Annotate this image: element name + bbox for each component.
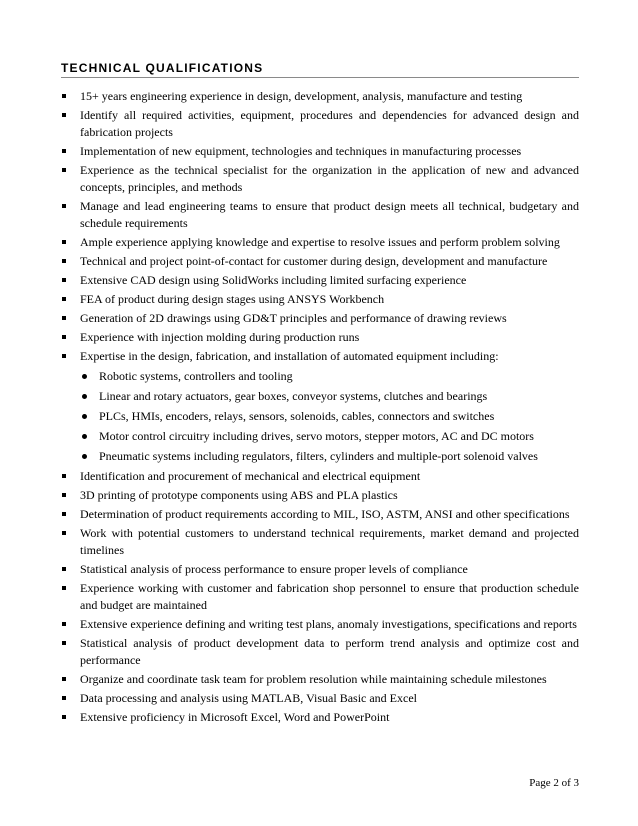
square-bullet-icon xyxy=(62,278,66,282)
list-item xyxy=(61,561,579,578)
sub-list-item xyxy=(80,428,579,445)
round-bullet-icon xyxy=(82,394,87,399)
list-item xyxy=(61,580,579,614)
page-number: Page 2 of 3 xyxy=(529,777,579,789)
list-item-text: Extensive experience defining and writing test plans, anomaly investigations, specifications and reports xyxy=(80,617,577,631)
list-item-text: Experience as the technical specialist for the organization in the application of new and advanced concepts, principles, and methods xyxy=(80,163,579,194)
list-item-text: Work with potential customers to understand technical requirements, market demand and projected timelines xyxy=(80,526,579,557)
list-item xyxy=(61,291,579,308)
sub-list-item-text: Pneumatic systems including regulators, filters, cylinders and multiple-port solenoid valves xyxy=(99,449,538,463)
list-item-text: Statistical analysis of process performance to ensure proper levels of compliance xyxy=(80,562,468,576)
list-item-text: FEA of product during design stages using ANSYS Workbench xyxy=(80,292,385,306)
list-item-text: Experience with injection molding during production runs xyxy=(80,330,360,344)
list-item xyxy=(61,525,579,559)
square-bullet-icon xyxy=(62,94,66,98)
list-item-text: 3D printing of prototype components using ABS and PLA plastics xyxy=(80,488,398,502)
square-bullet-icon xyxy=(62,168,66,172)
sub-list-item xyxy=(80,368,579,385)
sub-list-item xyxy=(80,448,579,465)
list-item xyxy=(61,162,579,196)
list-item-text: Implementation of new equipment, technologies and techniques in manufacturing processes xyxy=(80,144,522,158)
square-bullet-icon xyxy=(62,149,66,153)
list-item xyxy=(61,616,579,633)
list-item-text: Experience working with customer and fabrication shop personnel to ensure that production schedule and budget are maintained xyxy=(80,581,579,612)
sub-list-item xyxy=(80,388,579,405)
list-item xyxy=(61,329,579,346)
square-bullet-icon xyxy=(62,493,66,497)
list-item xyxy=(61,487,579,504)
list-item xyxy=(61,253,579,270)
round-bullet-icon xyxy=(82,374,87,379)
list-item-text: Expertise in the design, fabrication, and installation of automated equipment including: xyxy=(80,349,499,363)
square-bullet-icon xyxy=(62,677,66,681)
list-item xyxy=(61,143,579,160)
square-bullet-icon xyxy=(62,354,66,358)
round-bullet-icon xyxy=(82,454,87,459)
square-bullet-icon xyxy=(62,335,66,339)
square-bullet-icon xyxy=(62,696,66,700)
list-item xyxy=(61,234,579,251)
list-item xyxy=(61,88,579,105)
square-bullet-icon xyxy=(62,586,66,590)
square-bullet-icon xyxy=(62,240,66,244)
square-bullet-icon xyxy=(62,622,66,626)
square-bullet-icon xyxy=(62,297,66,301)
section-title: TECHNICAL QUALIFICATIONS xyxy=(61,61,264,75)
sub-list xyxy=(80,368,579,465)
list-item-text: Manage and lead engineering teams to ensure that product design meets all technical, budgetary and schedule requirements xyxy=(80,199,579,230)
list-item-text: 15+ years engineering experience in design, development, analysis, manufacture and testing xyxy=(80,89,523,103)
square-bullet-icon xyxy=(62,474,66,478)
square-bullet-icon xyxy=(62,531,66,535)
list-item xyxy=(61,107,579,141)
square-bullet-icon xyxy=(62,316,66,320)
square-bullet-icon xyxy=(62,641,66,645)
sub-list-item-text: Linear and rotary actuators, gear boxes, conveyor systems, clutches and bearings xyxy=(99,389,488,403)
list-item xyxy=(61,468,579,485)
list-item-text: Data processing and analysis using MATLAB, Visual Basic and Excel xyxy=(80,691,417,705)
sub-list-item-text: Robotic systems, controllers and tooling xyxy=(99,369,293,383)
list-item xyxy=(61,272,579,289)
list-item xyxy=(61,709,579,726)
square-bullet-icon xyxy=(62,715,66,719)
list-item-text: Determination of product requirements according to MIL, ISO, ASTM, ANSI and other specifications xyxy=(80,507,570,521)
list-item-text: Identification and procurement of mechanical and electrical equipment xyxy=(80,469,421,483)
list-item xyxy=(61,635,579,669)
square-bullet-icon xyxy=(62,512,66,516)
round-bullet-icon xyxy=(82,434,87,439)
list-item-text: Identify all required activities, equipment, procedures and dependencies for advanced design and fabrication projects xyxy=(80,108,579,139)
sub-list-item xyxy=(80,408,579,425)
list-item xyxy=(61,671,579,688)
list-item-text: Ample experience applying knowledge and expertise to resolve issues and perform problem solving xyxy=(80,235,560,249)
list-item xyxy=(61,690,579,707)
list-item-text: Extensive proficiency in Microsoft Excel, Word and PowerPoint xyxy=(80,710,390,724)
square-bullet-icon xyxy=(62,113,66,117)
list-item-text: Technical and project point-of-contact for customer during design, development and manufacture xyxy=(80,254,548,268)
list-item-text: Extensive CAD design using SolidWorks including limited surfacing experience xyxy=(80,273,467,287)
section-divider xyxy=(61,77,579,78)
list-item xyxy=(61,198,579,232)
qualifications-list xyxy=(61,88,579,728)
square-bullet-icon xyxy=(62,259,66,263)
square-bullet-icon xyxy=(62,204,66,208)
list-item xyxy=(61,506,579,523)
round-bullet-icon xyxy=(82,414,87,419)
list-item-text: Generation of 2D drawings using GD&T principles and performance of drawing reviews xyxy=(80,311,507,325)
sub-list-item-text: Motor control circuitry including drives, servo motors, stepper motors, AC and DC motors xyxy=(99,429,534,443)
sub-list-item-text: PLCs, HMIs, encoders, relays, sensors, solenoids, cables, connectors and switches xyxy=(99,409,495,423)
list-item xyxy=(61,310,579,327)
square-bullet-icon xyxy=(62,567,66,571)
list-item-text: Statistical analysis of product development data to perform trend analysis and optimize cost and performance xyxy=(80,636,579,667)
list-item xyxy=(61,348,579,465)
list-item-text: Organize and coordinate task team for problem resolution while maintaining schedule milestones xyxy=(80,672,547,686)
